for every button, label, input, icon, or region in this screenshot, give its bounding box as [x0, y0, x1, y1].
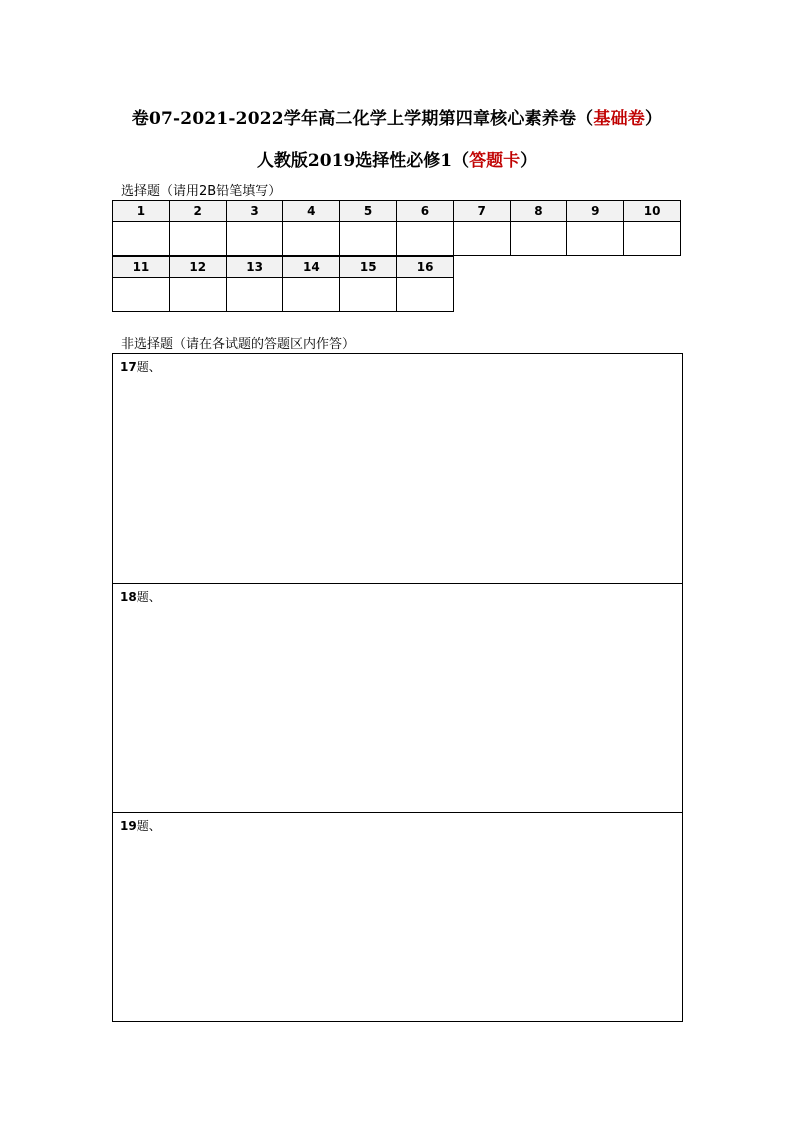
answer-cell[interactable]: [169, 278, 226, 312]
question-number: 1: [113, 201, 170, 222]
choice-section-label: 选择题（请用2B铅笔填写）: [121, 184, 282, 199]
page-subtitle: [0, 146, 794, 171]
answer-cell[interactable]: [340, 278, 397, 312]
answer-cell[interactable]: [396, 222, 453, 256]
question-number: 9: [567, 201, 624, 222]
question-number: 6: [396, 201, 453, 222]
page-title: [0, 104, 794, 129]
question-number: 19: [120, 819, 137, 833]
question-number: 11: [113, 257, 170, 278]
title-line1-text: 卷07-2021-2022学年高二化学上学期第四章核心素养卷（: [131, 109, 594, 129]
answer-cell[interactable]: [624, 222, 681, 256]
answer-cell[interactable]: [113, 222, 170, 256]
question-number: 12: [169, 257, 226, 278]
answer-cell[interactable]: [283, 278, 340, 312]
title-line2-highlight: 答题卡: [469, 151, 521, 171]
question-number-row: [113, 257, 454, 278]
question-number-row: [113, 201, 681, 222]
answer-area-17[interactable]: [112, 353, 683, 583]
question-number: 3: [226, 201, 283, 222]
question-number: 10: [624, 201, 681, 222]
question-number: 5: [340, 201, 397, 222]
question-number: 18: [120, 590, 137, 604]
answer-cell[interactable]: [397, 278, 454, 312]
answer-cell[interactable]: [283, 222, 340, 256]
question-suffix: 题、: [136, 819, 161, 833]
question-number: 16: [397, 257, 454, 278]
answer-cell[interactable]: [113, 278, 170, 312]
question-label: [120, 817, 161, 834]
question-suffix: 题、: [136, 590, 161, 604]
answer-row: [113, 222, 681, 256]
choice-answer-grid-row1: [112, 200, 681, 256]
question-number: 2: [169, 201, 226, 222]
answer-row: [113, 278, 454, 312]
answer-area-19[interactable]: [112, 812, 683, 1022]
answer-cell[interactable]: [567, 222, 624, 256]
answer-cell[interactable]: [226, 278, 283, 312]
question-label: [120, 588, 161, 605]
title-line1-highlight: 基础卷: [593, 109, 645, 129]
answer-cell[interactable]: [340, 222, 397, 256]
choice-answer-grid-row2: [112, 256, 454, 312]
question-number: 14: [283, 257, 340, 278]
question-number: 8: [510, 201, 567, 222]
question-number: 7: [453, 201, 510, 222]
answer-area-18[interactable]: [112, 583, 683, 813]
title-line2-text: 人教版2019选择性必修1（: [256, 151, 470, 171]
title-line2-close: ）: [520, 151, 538, 171]
question-label: [120, 358, 161, 375]
answer-cell[interactable]: [226, 222, 283, 256]
question-number: 17: [120, 360, 137, 374]
question-suffix: 题、: [136, 360, 161, 374]
question-number: 13: [226, 257, 283, 278]
answer-cell[interactable]: [510, 222, 567, 256]
question-number: 4: [283, 201, 340, 222]
question-number: 15: [340, 257, 397, 278]
title-line1-close: ）: [645, 109, 663, 129]
nonchoice-section-label: 非选择题（请在各试题的答题区内作答）: [121, 337, 356, 352]
answer-cell[interactable]: [169, 222, 226, 256]
answer-cell[interactable]: [453, 222, 510, 256]
